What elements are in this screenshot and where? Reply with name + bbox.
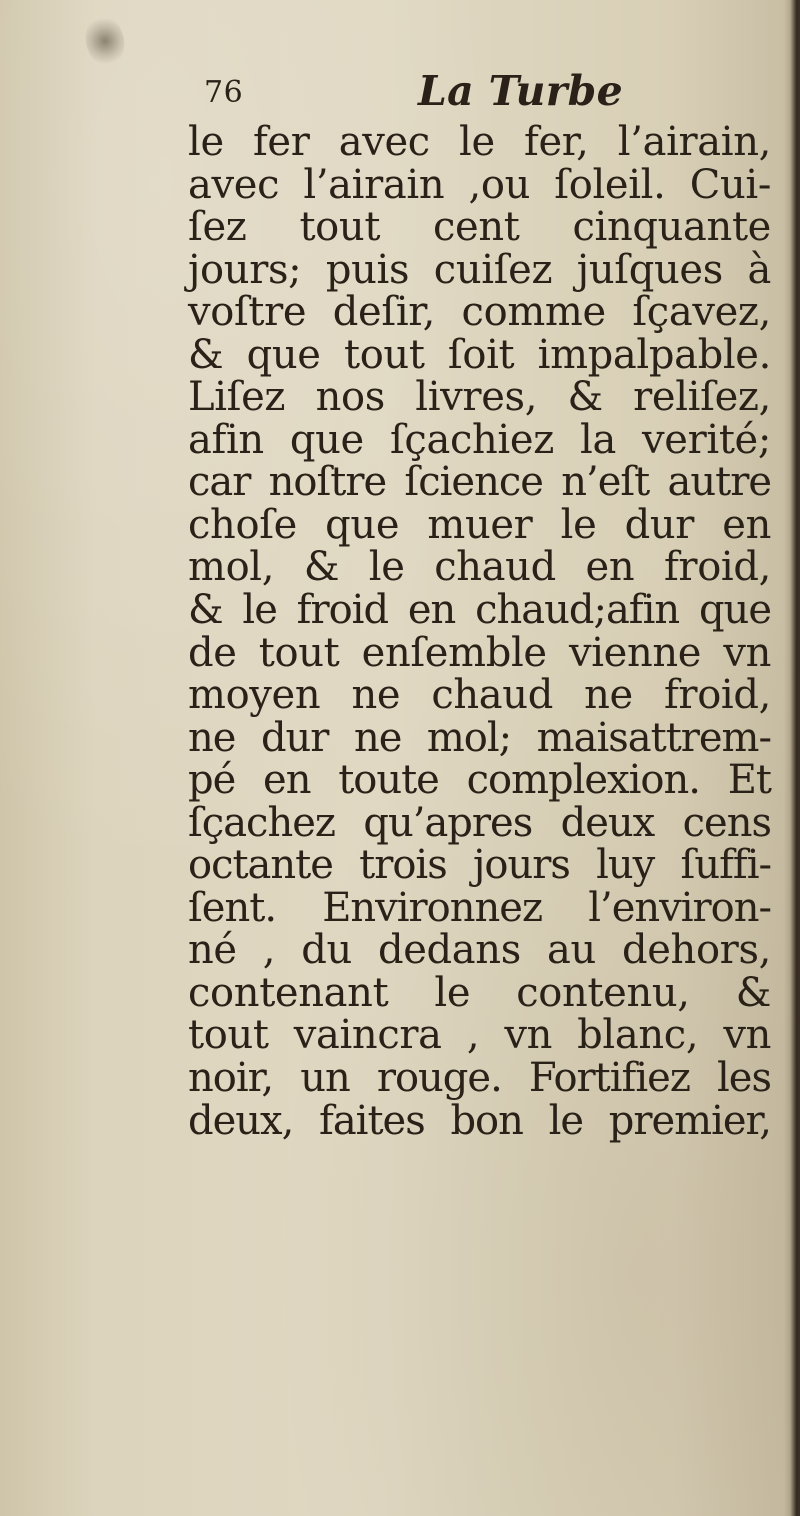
text-line: moyen ne chaud ne froid, <box>188 672 771 719</box>
text-line: avec l’airain ,ou ſoleil. Cui- <box>188 161 771 208</box>
text-line: de tout enſemble vienne vn <box>188 629 771 676</box>
text-line: deux, faites bon le premier, <box>188 1097 771 1144</box>
text-line: ſçachez qu’apres deux cens <box>188 799 771 846</box>
text-line: Liſez nos livres, & reliſez, <box>188 374 771 421</box>
text-line: ſent. Environnez l’environ- <box>188 884 771 931</box>
running-title: La Turbe <box>418 67 623 115</box>
text-line: octante trois jours luy ſuffi- <box>188 842 771 889</box>
text-line: afin que ſçachiez la verité; <box>188 416 771 463</box>
text-line: ne dur ne mol; maisattrem- <box>188 714 771 761</box>
body-text <box>188 121 771 1142</box>
text-line: car noſtre ſcience n’eſt autre <box>188 459 771 506</box>
text-line: tout vaincra , vn blanc, vn <box>188 1012 771 1059</box>
text-line: mol, & le chaud en froid, <box>188 544 771 591</box>
text-line: choſe que muer le dur en <box>188 501 771 548</box>
text-line: le fer avec le fer, l’airain, <box>188 119 771 165</box>
text-line: ſez tout cent cinquante <box>188 204 771 251</box>
text-line: noir, un rouge. Fortifiez les <box>188 1055 771 1102</box>
text-line: né , du dedans au dehors, <box>188 927 771 974</box>
page-number: 76 <box>204 75 244 110</box>
text-line: voſtre deſir, comme ſçavez, <box>188 289 771 336</box>
text-line: jours; puis cuiſez juſques à <box>188 246 771 293</box>
text-line: pé en toute complexion. Et <box>188 757 771 804</box>
text-line: & que tout ſoit impalpable. <box>188 331 771 378</box>
text-line: & le froid en chaud;afin que <box>188 587 771 634</box>
text-line: contenant le contenu, & <box>188 969 771 1016</box>
